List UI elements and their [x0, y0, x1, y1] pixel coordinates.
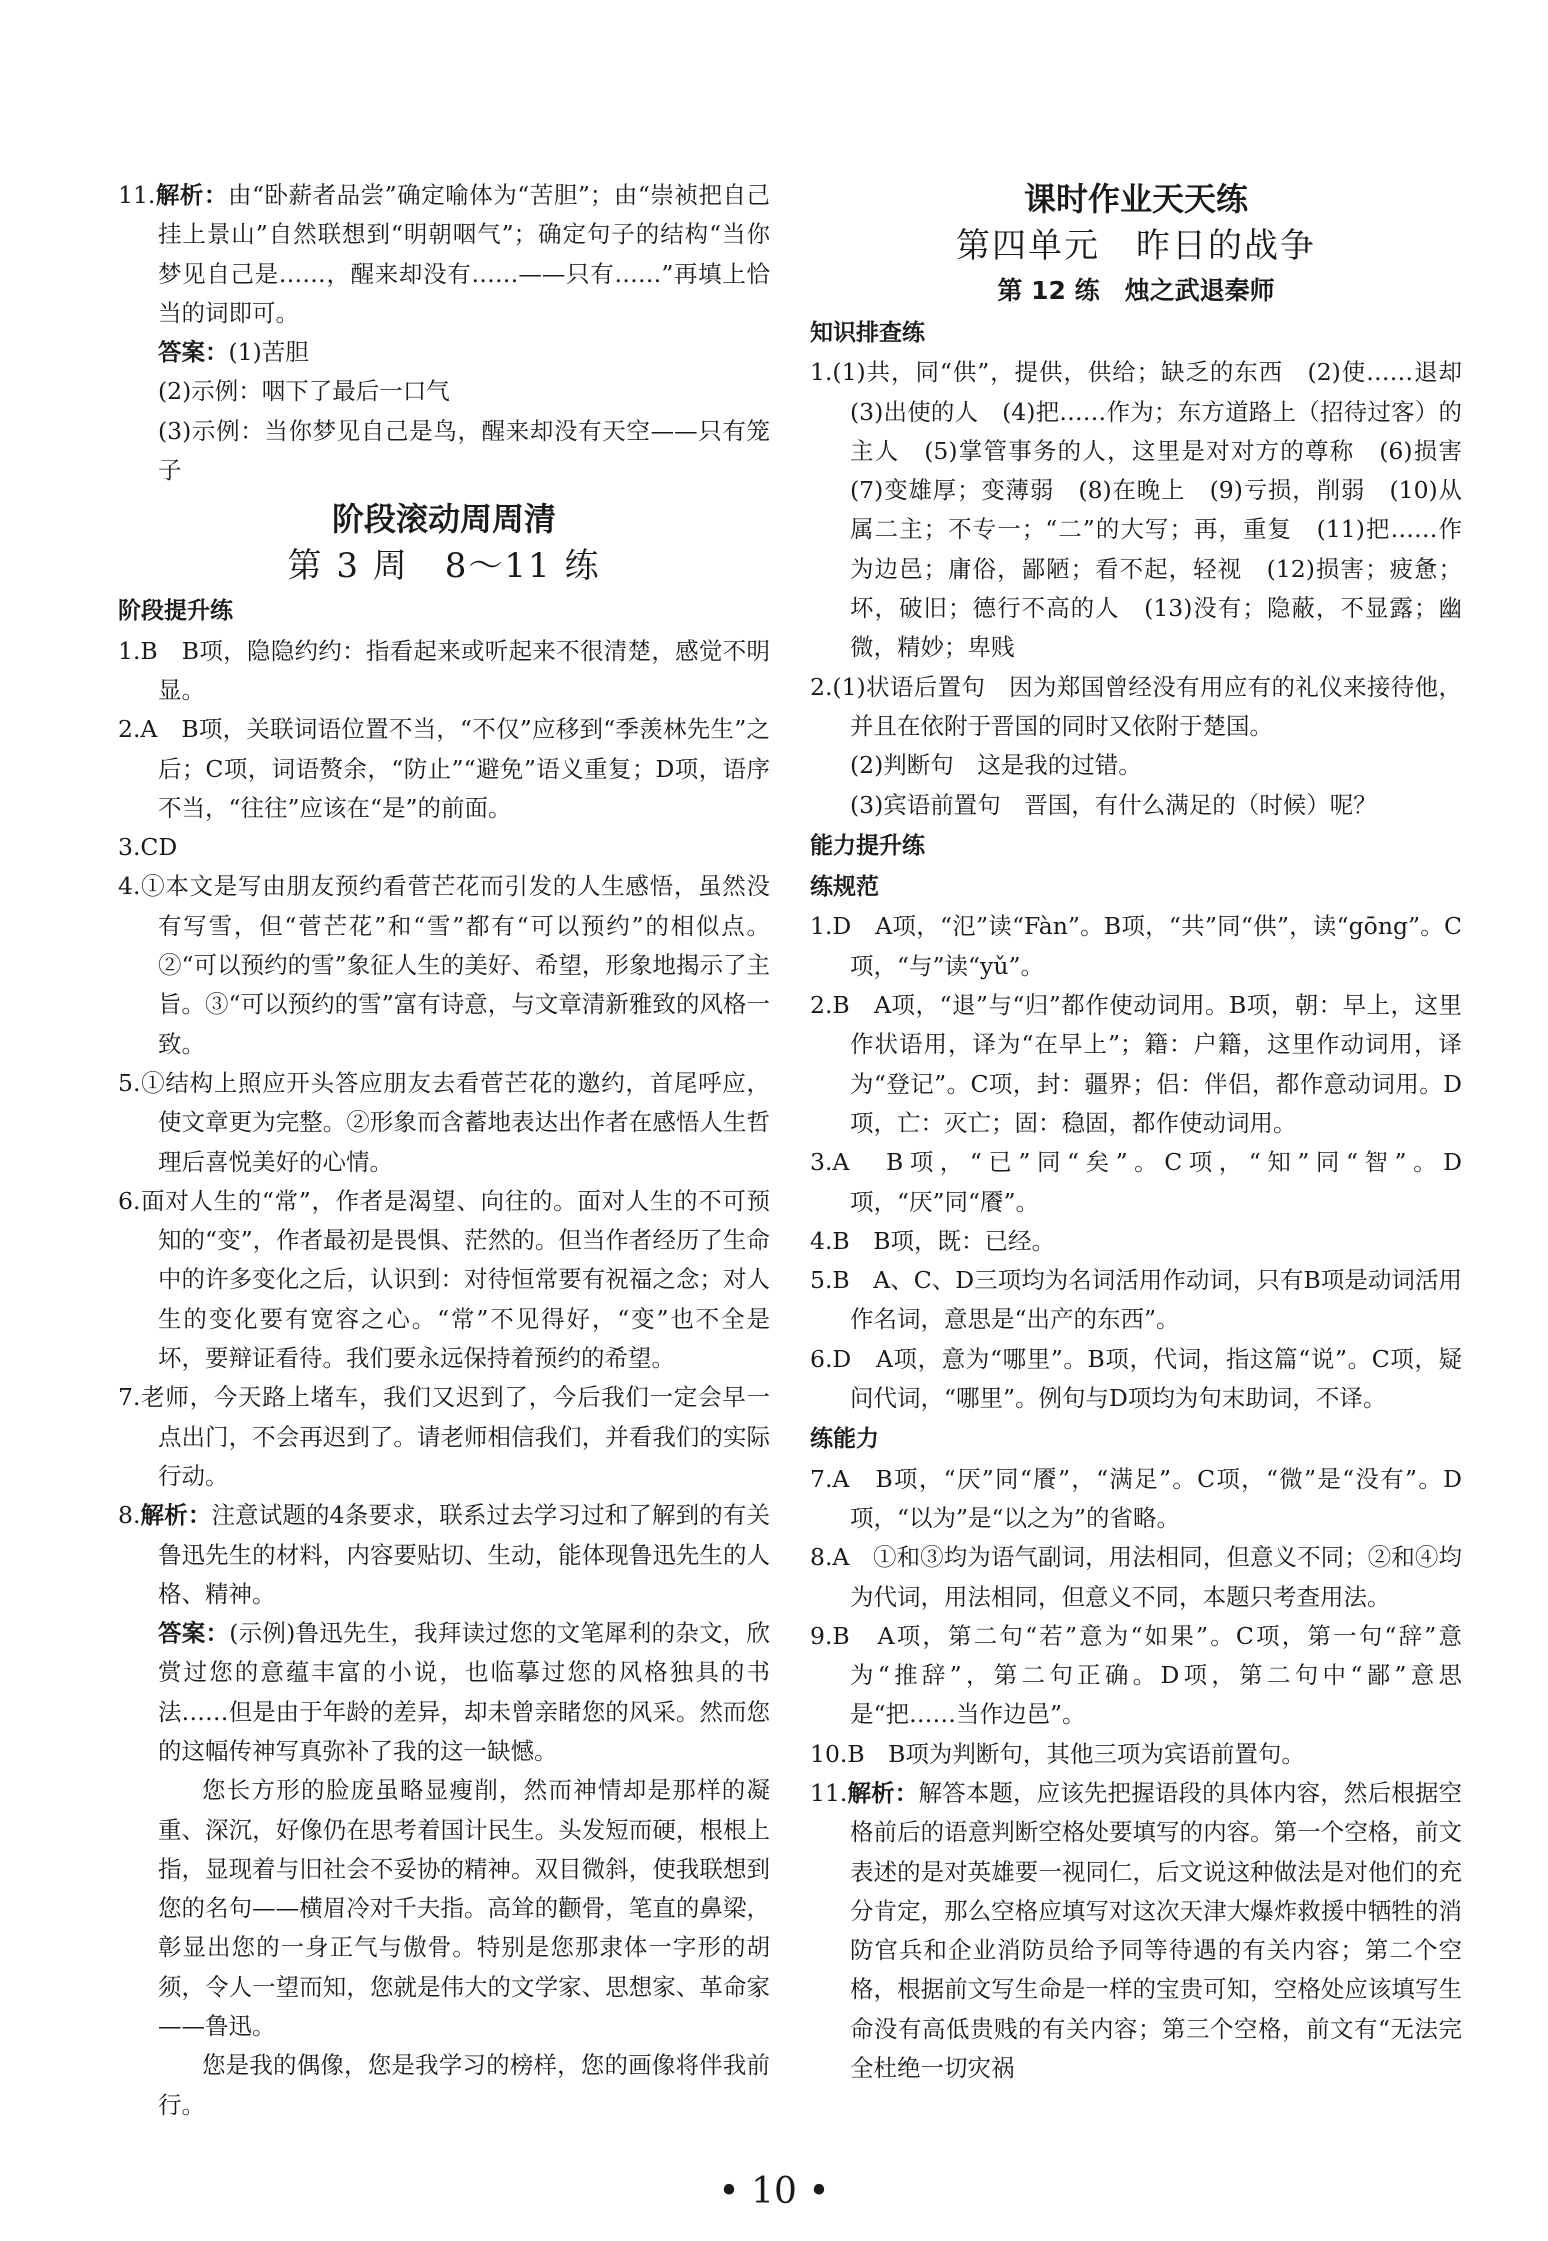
- list-item: 3.CD: [118, 833, 178, 862]
- left-q11: [118, 176, 770, 333]
- answer-line: [118, 333, 770, 372]
- analysis-label: 解析：: [140, 1501, 212, 1530]
- analysis-label: 解析：: [847, 1778, 919, 1807]
- answer-line: (2)判断句 这是我的过错。: [850, 751, 1142, 780]
- list-item: 10.B B项为判断句，其他三项为宾语前置句。: [810, 1739, 1305, 1768]
- analysis-label: 解析：: [155, 181, 228, 209]
- left-q8: 8.解析：注意试题的4条要求，联系过去学习过和了解到的有关鲁迅先生的材料，内容要贴切、生动，能体现鲁迅先生的人格、精神。: [118, 1501, 771, 1608]
- list-item: 4.①本文是写由朋友预约看菅芒花而引发的人生感悟，虽然没有写雪，但“菅芒花”和“雪”都有“可以预约”的相似点。②“可以预约的雪”象征人生的美好、希望，形象地揭示了主旨。③“可以预约的雪”富有诗意，与文章清新雅致的风格一致。: [118, 872, 770, 1058]
- answer-text: (1)苦胆: [228, 338, 309, 367]
- answer-line: (2)示例：咽下了最后一口气: [158, 377, 450, 406]
- list-item: 2.A B项，关联词语位置不当，“不仅”应移到“季羡林先生”之后；C项，词语赘余，“防止”“避免”语义重复；D项，语序不当，“往往”应该在“是”的前面。: [118, 715, 770, 822]
- list-item: 7.A B项，“厌”同“餍”，“满足”。C项，“微”是“没有”。D项，“以为”是“以之为”的省略。: [810, 1464, 1462, 1532]
- list-item: 7.老师，今天路上堵车，我们又迟到了，今后我们一定会早一点出门，不会再迟到了。请老师相信我们，并看我们的实际行动。: [118, 1383, 770, 1490]
- answer-paragraph: 您是我的偶像，您是我学习的榜样，您的画像将伴我前行。: [158, 2051, 770, 2119]
- list-item: 4.B B项，既：已经。: [810, 1226, 1055, 1255]
- section-title: 阶段滚动周周清: [331, 500, 556, 539]
- left-column: [118, 176, 770, 2125]
- list-item: 1.B B项，隐隐约约：指看起来或听起来不很清楚，感觉不明显。: [118, 636, 770, 704]
- answer-line: (3)宾语前置句 晋国，有什么满足的（时候）呢？: [850, 790, 1377, 819]
- list-item: 2.(1)状语后置句 因为郑国曾经没有用应有的礼仪来接待他，并且在依附于晋国的同时又依附于楚国。: [810, 672, 1462, 740]
- answer-paragraph: 您长方形的脸庞虽略显瘦削，然而神情却是那样的凝重、深沉，好像仍在思考着国计民生。头发短而硬，根根上指，显现着与旧社会不妥协的精神。双目微斜，使我联想到您的名句——横眉冷对千夫指。高耸的颧骨，笔直的鼻梁，彰显出您的一身正气与傲骨。特别是您那隶体一字形的胡须，令人一望而知，您就是伟大的文学家、思想家、革命家——鲁迅。: [158, 1776, 770, 2041]
- right-column: [810, 176, 1486, 2088]
- section-heading: 能力提升练: [810, 832, 925, 859]
- list-item: 1.D A项，“氾”读“Fàn”。B项，“共”同“供”，读“gōng”。C项，“与”读“yǔ”。: [810, 912, 1462, 980]
- list-item: 5.①结构上照应开头答应朋友去看菅芒花的邀约，首尾呼应，使文章更为完整。②形象而含蓄地表达出作者在感悟人生哲理后喜悦美好的心情。: [118, 1068, 770, 1176]
- list-item: 2.B A项，“退”与“归”都作使动词用。B项，朝：早上，这里作状语用，译为“在早上”；籍：户籍，这里作动词用，译为“登记”。C项，封：疆界；侣：伴侣，都作意动词用。D项，亡：灭亡；固：稳固，都作使动词用。: [810, 991, 1462, 1137]
- answer-label: 答案：: [158, 1619, 230, 1648]
- list-item: 1.(1)共，同“供”，提供，供给；缺乏的东西 (2)使……退却 (3)出使的人 (4)把……作为；东方道路上（招待过客）的主人 (5)掌管事务的人，这里是对对方的尊称 (6)损害 (7)变雄厚；变薄弱 (8)在晚上 (9)亏损，削弱 (10)从属二主；不专一；“二”的大写；再，重复 (11)把……作为边邑；庸俗，鄙陋；看不起，轻视 (12)损害；疲惫；坏，破旧；德行不高的人 (13)没有；隐蔽，不显露；幽微，精妙；卑贱: [810, 358, 1486, 662]
- right-q11: 11.解析：解答本题，应该先把握语段的具体内容，然后根据空格前后的语意判断空格处要填写的内容。第一个空格，前文表述的是对英雄要一视同仁，后文说这种做法是对他们的充分肯定，那么空格应填写对这次天津大爆炸救援中牺牲的消防官兵和企业消防员给予同等待遇的有关内容；第二个空格，根据前文写生命是一样的宝贵可知，空格处应该填写生命没有高低贵贱的有关内容；第三个空格，前文有“无法完全杜绝一切灾祸: [810, 1778, 1463, 2083]
- section-heading: 阶段提升练: [118, 598, 233, 625]
- analysis-text: 注意试题的4条要求，联系过去学习过和了解到的有关鲁迅先生的材料，内容要贴切、生动，能体现鲁迅先生的人格、精神。: [158, 1501, 771, 1608]
- list-item: 5.B A、C、D三项均为名词活用作动词，只有B项是动词活用作名词，意思是“出产的东西”。: [810, 1266, 1462, 1334]
- answer-line: (3)示例：当你梦见自己是鸟，醒来却没有天空——只有笼子: [158, 416, 770, 485]
- question-number: 11.: [118, 181, 156, 209]
- answer-label: 答案：: [158, 338, 229, 367]
- list-item: 6.面对人生的“常”，作者是渴望、向往的。面对人生的不可预知的“变”，作者最初是畏惧、茫然的。但当作者经历了生命中的许多变化之后，认识到：对待恒常要有祝福之念；对人生的变化要有宽容之心。“常”不见得好，“变”也不全是坏，要辩证看待。我们要永远保持着预约的希望。: [118, 1186, 770, 1373]
- sub-heading: 练能力: [810, 1426, 879, 1453]
- page-number: • 10 •: [718, 2171, 830, 2212]
- section-heading: 知识排查练: [810, 320, 925, 346]
- analysis-text: 解答本题，应该先把握语段的具体内容，然后根据空格前后的语意判断空格处要填写的内容。第一个空格，前文表述的是对英雄要一视同仁，后文说这种做法是对他们的充分肯定，那么空格应填写对这次天津大爆炸救援中牺牲的消防官兵和企业消防员给予同等待遇的有关内容；第二个空格，根据前文写生命是一样的宝贵可知，空格处应该填写生命没有高低贵贱的有关内容；第三个空格，前文有“无法完全杜绝一切灾祸: [850, 1778, 1463, 2083]
- lesson-title: 第 12 练 烛之武退秦师: [997, 276, 1275, 305]
- list-item: 3.A B项，“已”同“矣”。C项，“知”同“智”。D项，“厌”同“餍”。: [810, 1148, 1462, 1216]
- sub-heading: 练规范: [810, 874, 879, 901]
- list-item: 8.A ①和③均为语气副词，用法相同，但意义不同；②和④均为代词，用法相同，但意义不同，本题只考查用法。: [810, 1543, 1462, 1611]
- section-subtitle: 第 3 周 8～11 练: [287, 546, 601, 587]
- list-item: 9.B A项，第二句“若”意为“如果”。C项，第一句“辞”意为“推辞”，第二句正确。D项，第二句中“鄙”意思是“把……当作边邑”。: [810, 1621, 1462, 1729]
- section-title: 课时作业天天练: [1023, 180, 1248, 218]
- answer-text: (示例)鲁迅先生，我拜读过您的文笔犀利的杂文，欣赏过您的意蕴丰富的小说，也临摹过您的风格独具的书法……但是由于年龄的差异，却未曾亲睹您的风采。然而您的这幅传神写真弥补了我的这一缺憾。: [158, 1619, 771, 1765]
- answer-line: [118, 1614, 770, 1771]
- unit-title: 第四单元 昨日的战争: [956, 226, 1316, 266]
- list-item: 6.D A项，意为“哪里”。B项，代词，指这篇“说”。C项，疑问代词，“哪里”。例句与D项均为句末助词，不译。: [810, 1344, 1462, 1413]
- analysis-text: 由“卧薪者品尝”确定喻体为“苦胆”；由“崇祯把自己挂上景山”自然联想到“明朝咽气”；确定句子的结构“当你梦见自己是……，醒来却没有……——只有……”再填上恰当的词即可。: [158, 181, 771, 327]
